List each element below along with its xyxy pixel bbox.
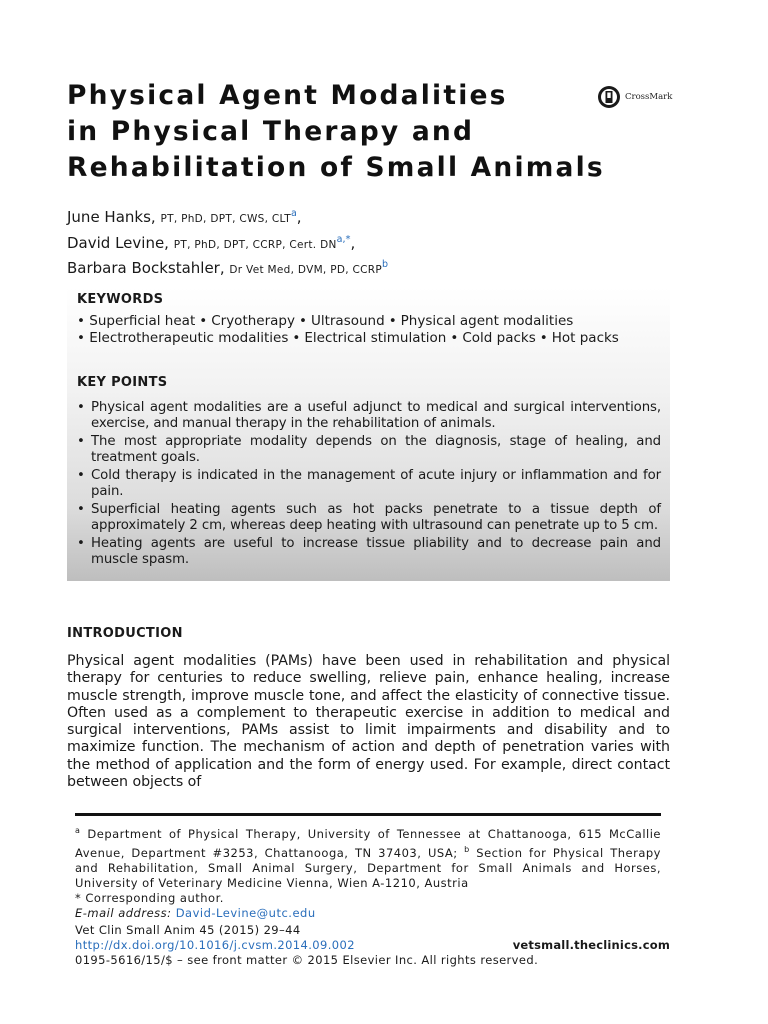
author-credentials: PT, PhD, DPT, CCRP, Cert. DN bbox=[173, 238, 337, 251]
journal-website[interactable]: vetsmall.theclinics.com bbox=[512, 938, 670, 953]
keyword: Electrical stimulation bbox=[304, 329, 447, 346]
affiliation-b: Section for Physical Therapy and Rehabilitation, Small Animal Surgery, Department for Small Animals and Horses, University of Veterinary Medicine Vienna, Wien A-1210, Austria bbox=[75, 845, 661, 890]
keyword: Hot packs bbox=[551, 329, 619, 346]
citation-line bbox=[75, 923, 670, 938]
journal-info bbox=[75, 923, 670, 969]
affiliations bbox=[75, 823, 661, 891]
key-point-text: Superficial heating agents such as hot packs penetrate to a tissue depth of approximately 2 cm, whereas deep heating with ultrasound can penetrate up to 5 cm. bbox=[91, 502, 661, 533]
author-credentials: PT, PhD, DPT, CWS, CLT bbox=[160, 213, 291, 225]
doi-line bbox=[75, 938, 670, 953]
keywords-keypoints-box bbox=[67, 287, 670, 581]
key-point: • Heating agents are useful to increase tissue pliability and to decrease pain and muscle spasm. bbox=[77, 536, 661, 567]
key-point-text: Heating agents are useful to increase tissue pliability and to decrease pain and muscle spasm. bbox=[91, 536, 661, 567]
corresponding-mark[interactable]: * bbox=[345, 233, 351, 245]
email-link[interactable]: David-Levine@utc.edu bbox=[175, 905, 316, 920]
author-separator: , bbox=[350, 233, 356, 252]
affiliation-a: Department of Physical Therapy, University of Tennessee at Chattanooga, 615 McCallie Avenue, Department #3253, Chattanooga, TN 37403, USA; bbox=[75, 826, 661, 860]
keywords-line: • Electrotherapeutic modalities • Electrical stimulation • Cold packs • Hot packs bbox=[77, 329, 619, 346]
affiliation-mark: b bbox=[464, 844, 470, 854]
key-points-heading: KEY POINTS bbox=[77, 375, 168, 390]
email-line bbox=[75, 906, 661, 921]
copyright-text: 0195-5616/15/$ – see front matter © 2015 Elsevier Inc. All rights reserved. bbox=[75, 953, 539, 968]
keywords-heading: KEYWORDS bbox=[77, 292, 164, 307]
title-line: Physical Agent Modalities bbox=[67, 80, 508, 111]
journal-citation: Vet Clin Small Anim 45 (2015) 29–44 bbox=[75, 923, 301, 937]
introduction-heading: INTRODUCTION bbox=[67, 626, 183, 641]
keyword: Cold packs bbox=[462, 329, 536, 346]
author-separator: , bbox=[296, 208, 302, 226]
key-point: • Superficial heating agents such as hot packs penetrate to a tissue depth of approximately 2 cm, whereas deep heating with ultrasound can penetrate up to 5 cm. bbox=[77, 502, 661, 533]
author bbox=[67, 255, 388, 281]
author bbox=[67, 204, 388, 230]
affiliation-mark[interactable]: a bbox=[290, 208, 297, 219]
keyword: Ultrasound bbox=[310, 313, 385, 329]
keyword: Physical agent modalities bbox=[400, 313, 574, 329]
email-label: E-mail address: bbox=[75, 905, 172, 920]
key-point-text: Cold therapy is indicated in the management of acute injury or inflammation and for pain. bbox=[91, 468, 661, 499]
author-name: David Levine, bbox=[67, 233, 169, 252]
affiliation-mark[interactable]: b bbox=[382, 259, 389, 270]
key-points-list bbox=[77, 400, 661, 567]
key-point: • Physical agent modalities are a useful adjunct to medical and surgical interventions, exercise, and manual therapy in the rehabilitation of animals. bbox=[77, 400, 661, 431]
key-point: • The most appropriate modality depends on the diagnosis, stage of healing, and treatment goals. bbox=[77, 434, 661, 465]
author-name: June Hanks, bbox=[67, 208, 156, 226]
corresponding-author: * Corresponding author. bbox=[75, 890, 224, 905]
author-name: Barbara Bockstahler, bbox=[67, 259, 225, 277]
copyright-line bbox=[75, 953, 670, 968]
footnotes bbox=[75, 823, 661, 921]
keyword: Cryotherapy bbox=[211, 313, 295, 329]
key-point-text: Physical agent modalities are a useful adjunct to medical and surgical interventions, exercise, and manual therapy in the rehabilitation of animals. bbox=[91, 400, 661, 431]
crossmark-label: CrossMark bbox=[625, 92, 673, 102]
crossmark-icon bbox=[597, 85, 621, 109]
crossmark-badge[interactable] bbox=[597, 84, 677, 110]
footnote-divider bbox=[75, 813, 661, 816]
author-credentials: Dr Vet Med, DVM, PD, CCRP bbox=[229, 264, 382, 276]
keyword: Superficial heat bbox=[89, 313, 196, 329]
author bbox=[67, 230, 388, 256]
doi-link[interactable]: http://dx.doi.org/10.1016/j.cvsm.2014.09.002 bbox=[75, 938, 355, 953]
author-list bbox=[67, 204, 388, 281]
title-line: Rehabilitation of Small Animals bbox=[67, 152, 605, 183]
article-title bbox=[67, 78, 627, 186]
affiliation-mark[interactable]: a, bbox=[336, 233, 346, 245]
title-line: in Physical Therapy and bbox=[67, 116, 475, 147]
key-point-text: The most appropriate modality depends on the diagnosis, stage of healing, and treatment goals. bbox=[91, 434, 661, 465]
affiliation-mark: a bbox=[75, 826, 81, 835]
introduction-paragraph: Physical agent modalities (PAMs) have been used in rehabilitation and physical therapy for centuries to reduce swelling, relieve pain, enhance healing, increase muscle strength, improve muscle tone, and affect the elasticity of connective tissue. Often used as a complement to therapeutic exercise in addition to medical and surgical interventions, PAMs assist to limit impairments and disability and to maximize function. The mechanism of action and depth of penetration varies with the method of application and the form of energy used. For example, direct contact between objects of bbox=[67, 653, 670, 791]
keywords-line: • Superficial heat • Cryotherapy • Ultrasound • Physical agent modalities bbox=[77, 313, 574, 329]
key-point: • Cold therapy is indicated in the management of acute injury or inflammation and for pain. bbox=[77, 468, 661, 499]
keyword: Electrotherapeutic modalities bbox=[89, 329, 289, 346]
